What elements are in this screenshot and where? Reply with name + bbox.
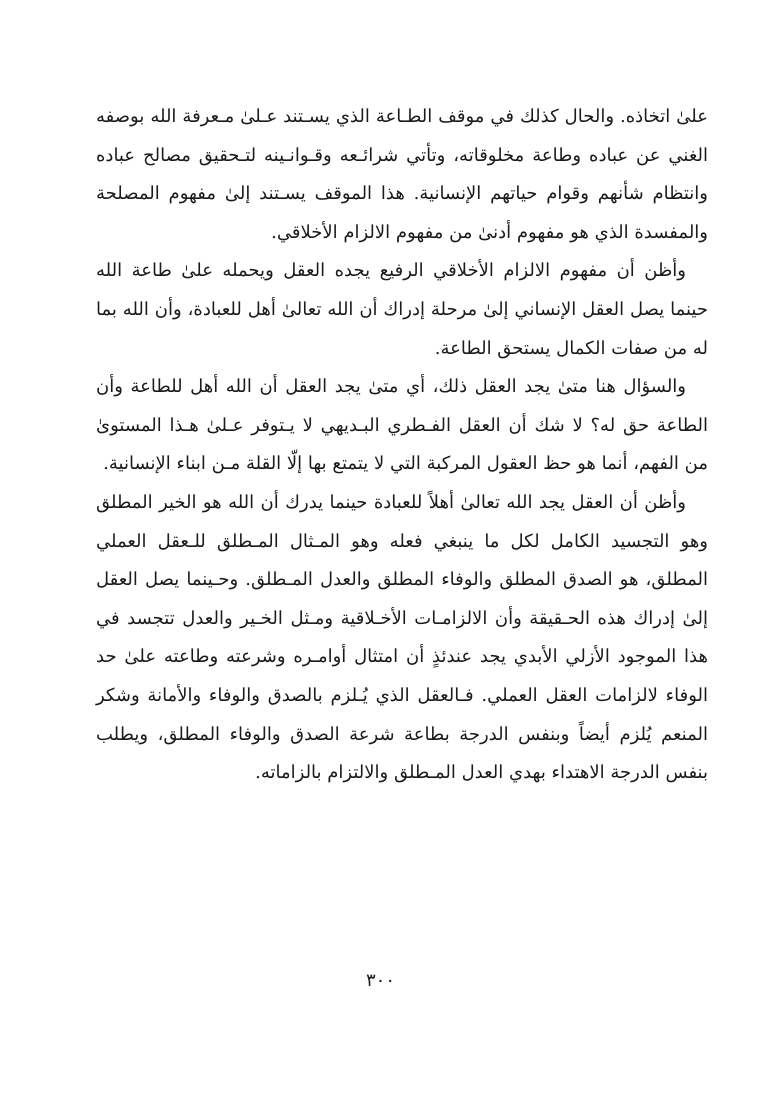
- page-number: ٣٠٠: [365, 970, 395, 991]
- paragraph-2: وأظن أن مفهوم الالزام الأخلاقي الرفيع يجده العقل ويحمله علىٰ طاعة الله حينما يصل العقل الإنساني إلىٰ مرحلة إدراك أن الله تعالىٰ أهل للعبادة، وأن الله بما له من صفات الكمال يستحق الطاعة.: [96, 260, 708, 359]
- body-text: [96, 98, 708, 793]
- paragraph-1: علىٰ اتخاذه. والحال كذلك في موقف الطـاعة الذي يسـتند عـلىٰ مـعرفة الله بوصفه الغني عن عباده وطاعة مخلوقاته، وتأتي شرائـعه وقـوانـينه لتـحقيق مصالح عباده وانتظام شأنهم وقوام حياتهم الإنسانية. هذا الموقف يسـتند إلىٰ مفهوم المصلحة والمفسدة الذي هو مفهوم أدنىٰ من مفهوم الالزام الأخلاقي.: [96, 106, 708, 243]
- paragraph-3: والسؤال هنا متىٰ يجد العقل ذلك، أي متىٰ يجد العقل أن الله أهل للطاعة وأن الطاعة حق له؟ لا شك أن العقل الفـطري البـديهي لا يـتوفر عـلىٰ هـذا المستوىٰ من الفهم، أنما هو حظ العقول المركبة التي لا يتمتع بها إلّا القلة مـن ابناء الإنسانية.: [96, 376, 708, 475]
- paragraph-4: وأظن أن العقل يجد الله تعالىٰ أهلاً للعبادة حينما يدرك أن الله هو الخير المطلق وهو التجسيد الكامل لكل ما ينبغي فعله وهو المـثال المـطلق للـعقل العملي المطلق، هو الصدق المطلق والوفاء المطلق والعدل المـطلق. وحـينما يصل العقل إلىٰ إدراك هذه الحـقيقة وأن الالزامـات الأخـلاقية ومـثل الخـير والعدل تتجسد في هذا الموجود الأزلي الأبدي يجد عندئذٍ أن امتثال أوامـره وشرعته وطاعته علىٰ حد الوفاء لالزامات العقل العملي. فـالعقل الذي يُـلزم بالصدق والوفاء والأمانة وشكر المنعم يُلزم أيضاً وبنفس الدرجة بطاعة شرعة الصدق والوفاء المطلق، ويطلب بنفس الدرجة الاهتداء بهدي العدل المـطلق والالتزام بالزاماته.: [96, 491, 709, 784]
